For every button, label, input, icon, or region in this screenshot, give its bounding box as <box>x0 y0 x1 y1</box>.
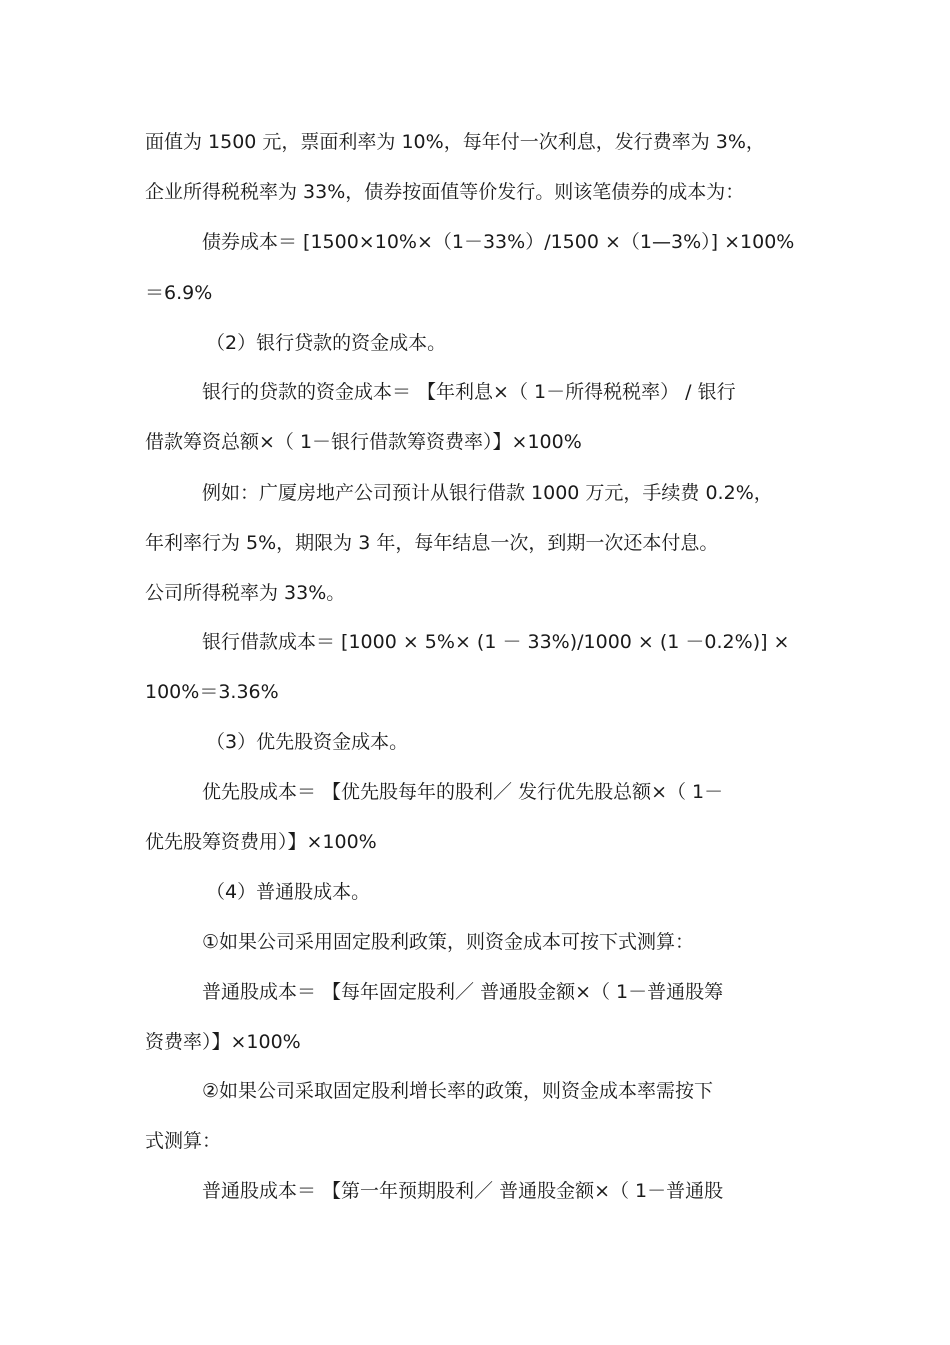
section-heading-common-stock: （4）普通股成本。 <box>206 881 371 903</box>
formula-bank-loan-result: 100%＝3.36% <box>145 681 279 703</box>
formula-preferred-stock: 优先股成本＝ 【优先股每年的股利／ 发行优先股总额×（ 1－ <box>202 781 724 803</box>
example-line-3: 公司所得税率为 33%。 <box>145 582 346 604</box>
case-growth-dividend-cont: 式测算： <box>145 1130 222 1152</box>
section-heading-bank-loan: （2）银行贷款的资金成本。 <box>206 332 447 354</box>
text-line-1: 面值为 1500 元，票面利率为 10%，每年付一次利息，发行费率为 3%， <box>145 131 765 153</box>
formula-common-stock-fixed-cont: 资费率）】×100% <box>145 1031 301 1053</box>
formula-bond-cost: 债券成本＝ [1500×10%×（1－33%）/1500 ×（1—3%）] ×100% <box>202 231 795 253</box>
example-line-1: 例如：广厦房地产公司预计从银行借款 1000 万元，手续费 0.2%， <box>202 482 773 504</box>
formula-bank-loan-cost-cont: 借款筹资总额×（ 1－银行借款筹资费率）】×100% <box>145 431 582 453</box>
case-growth-dividend: ②如果公司采取固定股利增长率的政策，则资金成本率需按下 <box>202 1080 714 1102</box>
formula-common-stock-growth: 普通股成本＝ 【第一年预期股利／ 普通股金额×（ 1－普通股 <box>202 1180 724 1202</box>
formula-preferred-stock-cont: 优先股筹资费用）】×100% <box>145 831 377 853</box>
case-fixed-dividend: ①如果公司采用固定股利政策，则资金成本可按下式测算： <box>202 931 695 953</box>
formula-bank-loan-example: 银行借款成本＝ [1000 × 5%× (1 － 33%)/1000 × (1 －0.2%)] × <box>202 631 790 653</box>
text-line-2: 企业所得税税率为 33%，债券按面值等价发行。则该笔债券的成本为： <box>145 181 745 203</box>
formula-bond-result: ＝6.9% <box>145 282 213 304</box>
formula-bank-loan-cost: 银行的贷款的资金成本＝ 【年利息×（ 1－所得税税率） / 银行 <box>202 381 736 403</box>
formula-common-stock-fixed: 普通股成本＝ 【每年固定股利／ 普通股金额×（ 1－普通股筹 <box>202 981 724 1003</box>
section-heading-preferred-stock: （3）优先股资金成本。 <box>206 731 409 753</box>
example-line-2: 年利率行为 5%，期限为 3 年，每年结息一次，到期一次还本付息。 <box>145 532 719 554</box>
